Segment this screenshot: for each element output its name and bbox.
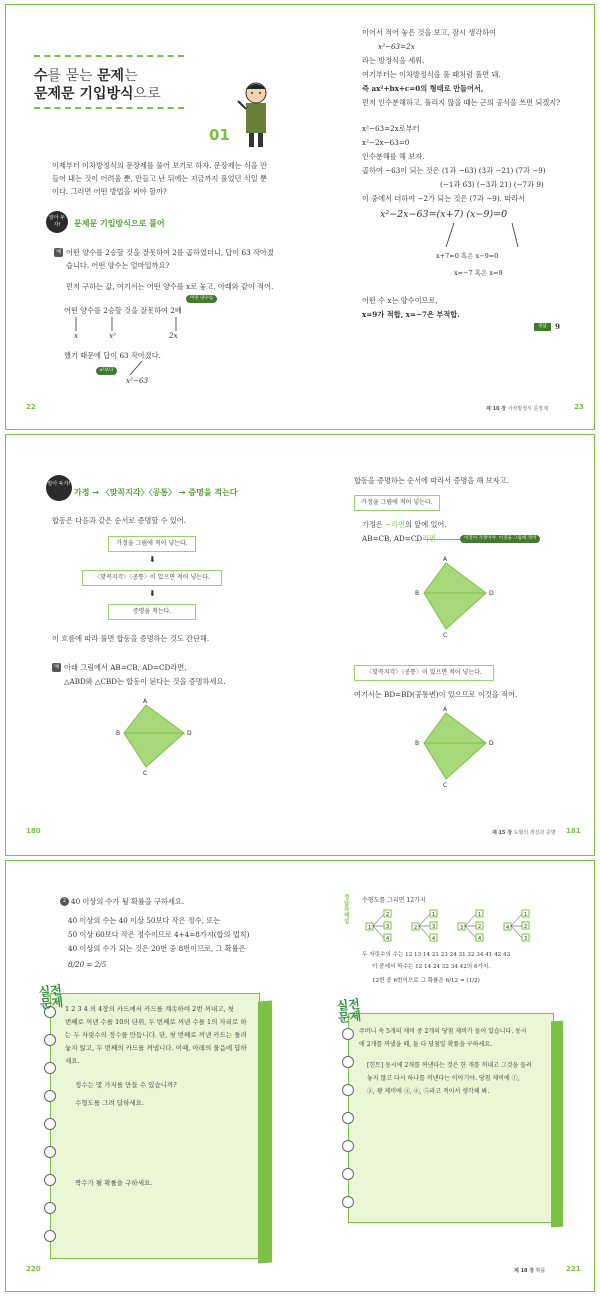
card-left-line-4: 놓지 않고, 두 번째의 카드를 꺼냅니다. 이때, 아래의 물음에 답하: [65, 1044, 247, 1052]
practice-card-left: [50, 993, 260, 1259]
page-number-left-2: 180: [26, 827, 41, 835]
probability-fraction: 8/20 = 2/5: [68, 960, 107, 969]
solution-1: 40 이상의 수는 40 이상 50보다 작은 정수, 또는: [68, 916, 221, 925]
ring-r-5: [342, 1140, 354, 1152]
ring-7: [44, 1174, 56, 1186]
right-text-5: 즉 ax²+bx+c=0의 형태로 만들어서,: [362, 84, 484, 93]
practice-stamp-right: 실전 문제: [336, 996, 362, 1026]
diagram-arrows: [64, 317, 214, 377]
tree-leaf-1-4: 4: [386, 936, 390, 942]
card-right-line-2: 에 2개를 꺼냈을 때, 둘 다 당첨일 확률을 구하세요.: [359, 1041, 493, 1048]
hint-line-2: 놓지 않고 다시 하나를 꺼낸다는 이야기야. 당첨 제비에 ①,: [367, 1075, 520, 1082]
equation-1: x²−63=2x: [378, 42, 415, 51]
step-box-1: 가정을 그림에 적어 넣는다.: [108, 536, 196, 552]
right-text-6: 먼저 인수분해하고, 풀리지 않을 때는 근의 공식을 쓰면 되겠지?: [362, 98, 560, 107]
question-mark-2: 2: [60, 897, 69, 906]
tree-leaf-4-1: 1: [524, 912, 528, 918]
tree-leaf-3-1: 1: [478, 912, 482, 918]
ring-r-7: [342, 1196, 354, 1208]
intro-line-3: 이다. 그러면 어떤 방법을 써야 할까?: [52, 187, 167, 196]
chapter-footer: 제 10 장 이차방정식 문장제: [486, 406, 548, 412]
right-text-4: 여기부터는 이차방정식을 풀 때처럼 풀면 돼.: [362, 70, 501, 79]
teacher-illustration: [234, 79, 276, 149]
title-dashes-top: [34, 55, 184, 57]
example-mark: 예: [54, 248, 63, 257]
ring-2: [44, 1034, 56, 1046]
vertex-d: D: [187, 730, 192, 737]
ring-8: [44, 1202, 56, 1214]
answer-label: 정답: [534, 323, 551, 331]
right-intro-2: 합동을 증명하는 순서에 따라서 증명을 해 보자고.: [354, 476, 509, 485]
kite-diagram-left: [114, 697, 196, 777]
tree-leaf-1-2: 2: [386, 912, 390, 918]
tree-leaf-2-3: 3: [432, 924, 436, 930]
ring-3: [44, 1062, 56, 1074]
assumption-pill: 이것이 가정이야. 이것을 그림에 적어: [460, 535, 540, 543]
example-mark-2: 예: [52, 663, 61, 672]
hint-line-1: [힌트] 동시에 2개를 꺼낸다는 것은 한 개를 꺼내고 그것을 돌려: [367, 1062, 532, 1069]
common-side-note: 여기서는 BD=BD(공통변)이 있으므로 이것을 적어.: [354, 690, 518, 699]
sub-question-2: 짝수가 될 확률을 구하세요.: [75, 1179, 153, 1187]
step-arrow-1: ⬇: [149, 555, 156, 564]
card-left-line-1: 1 2 3 4 의 4장의 카드에서 카드를 계속하여 2번 꺼내고, 첫: [65, 1005, 234, 1013]
vertex-a-2: A: [443, 556, 448, 563]
solve-3: 인수분해를 해 보자.: [362, 152, 425, 161]
question-2: 40 이상의 수가 될 확률을 구하세요.: [71, 897, 185, 906]
hint-line-3: ②, 꽝 제비에 ③, ④, ⑤라고 적어서 생각해 봐.: [367, 1088, 490, 1095]
step-box-2: 〈맞꼭지각〉〈공통〉이 있으면 적어 넣는다.: [82, 570, 222, 586]
annotation-pill-x: 어떤 양수를: [186, 295, 217, 303]
solve-2: x²−2x−63=0: [362, 138, 410, 147]
tree-root-4: 4: [506, 925, 510, 931]
vertex-b: B: [116, 730, 121, 737]
vertex-a-3: A: [443, 706, 448, 713]
tree-root-1: 1: [368, 925, 372, 931]
card-left-line-5: 세요.: [65, 1057, 80, 1065]
roots-row-1: x+7=0 혹은 x−9=0: [436, 252, 499, 260]
vertex-c-2: C: [443, 632, 448, 639]
factored-equation: x²−2x−63=(x+7) (x−9)=0: [380, 209, 508, 220]
setup-text: 먼저 구하는 값, 여기서는 어떤 양수를 x로 놓고, 아래와 같이 적어.: [66, 282, 274, 291]
vertex-d-2: D: [489, 590, 494, 597]
solve-6: 이 중에서 더하여 −2가 되는 것은 (7과 −9). 따라서: [362, 194, 526, 203]
intro-line-2: 들어 내는 것이 어려울 뿐, 만들고 난 뒤에는 지금까지 풀었던 식일 뿐: [52, 174, 267, 183]
example-line-1: 어떤 양수를 2승할 것을 잘못하여 2를 곱하였더니, 답이 63 작아졌: [66, 248, 274, 257]
tree-leaf-4-3: 3: [524, 936, 528, 942]
page-number-left-3: 220: [26, 1265, 41, 1273]
tip-badge-2: 알아 두자!: [46, 475, 72, 501]
ring-6: [44, 1146, 56, 1158]
example-2-line-1: 아래 그림에서 AB=CB, AD=CD라면,: [64, 663, 187, 672]
diagram-2x: 2x: [169, 331, 178, 340]
pill-connector: [424, 539, 460, 540]
right-text-1: 이어서 적어 놓은 것을 보고, 잠시 생각하여: [362, 28, 497, 37]
intro-line-1: 이제부터 이차방정식의 문장제를 풀어 보기로 하자. 문장제는 식을 만: [52, 161, 267, 170]
chapter-footer-3: 제 18 장 확률: [514, 1268, 546, 1274]
diagram-line-1: 어떤 양수를 2승할 것을 잘못하여 2배: [64, 306, 182, 315]
sub-question-1-hint: 수형도를 그려 답하세요.: [75, 1099, 144, 1107]
ring-r-3: [342, 1084, 354, 1096]
answer-vertical-label: 정답과 해설: [344, 895, 350, 925]
answer-1: 수형도를 그리면 12가지: [362, 897, 426, 904]
tree-root-3: 3: [460, 925, 464, 931]
roots-row-2: x=−7 혹은 x=9: [454, 269, 503, 277]
solve-1: x²−63=2x로부터: [362, 124, 420, 133]
tree-diagram: [364, 909, 554, 947]
answer-value: 9: [555, 322, 561, 331]
page-spread-180-181: [5, 434, 595, 856]
step-arrow-2: ⬇: [149, 589, 156, 598]
solve-5: (−1과 63) (−3과 21) (−7과 9): [440, 180, 544, 189]
tree-root-2: 2: [414, 925, 418, 931]
tree-leaf-2-1: 1: [432, 912, 436, 918]
ring-r-4: [342, 1112, 354, 1124]
page-number-right-3: 221: [566, 1265, 581, 1273]
title-dashes-bottom: [34, 107, 184, 109]
solution-3: 40 이상의 수가 되는 것은 20번 중 8번이므로, 그 확률은: [68, 944, 246, 953]
page-spread-220-221: [5, 860, 595, 1292]
tip-badge: 알아 두자!: [46, 211, 68, 233]
page-number-right: 23: [574, 403, 584, 411]
card-right-line-1: 주머니 속 5개의 제비 중 2개의 당첨 제비가 들어 있습니다. 동시: [359, 1028, 527, 1035]
kite-diagram-right-2: [412, 705, 498, 789]
ring-4: [44, 1090, 56, 1102]
flow-note: 이 흐름에 따라 풀면 합동을 증명하는 것도 간단해.: [52, 634, 210, 643]
practice-stamp-left: 실전 문제: [38, 982, 64, 1012]
card-left-line-2: 번째로 꺼낸 수를 10의 단위, 두 번째로 꺼낸 수를 1의 자리로 하: [65, 1018, 247, 1026]
page-spread-22-23: [5, 4, 595, 430]
right-step-box-2: 〈맞꼭지각〉〈공통〉이 있으면 적어 넣는다.: [354, 665, 494, 681]
tree-leaf-3-2: 2: [478, 924, 482, 930]
root-arrows: [426, 223, 536, 249]
right-step-box-1: 가정을 그림에 적어 넣는다.: [354, 495, 440, 511]
tree-leaf-4-2: 2: [524, 924, 528, 930]
example-line-2: 습니다. 어떤 양수는 얼마일까요?: [66, 261, 170, 270]
vertex-c: C: [143, 770, 148, 777]
solution-2: 50 이상 60보다 작은 정수이므로 4+4=8가지(합의 법칙): [68, 930, 250, 939]
ring-r-1: [342, 1028, 354, 1040]
ring-5: [44, 1118, 56, 1130]
chapter-title: 수를 묻는 문제는 문제문 기입방식으로: [34, 68, 161, 102]
conclusion-2: x=9가 적합, x=−7은 부적합.: [362, 310, 460, 319]
tree-leaf-2-4: 4: [432, 936, 436, 942]
ring-r-2: [342, 1056, 354, 1068]
card-left-shadow: [258, 1001, 272, 1264]
vertex-c-3: C: [443, 782, 448, 789]
section-number: 01: [209, 126, 230, 144]
vertex-b-3: B: [415, 740, 420, 747]
sub-question-1: 정수는 몇 가지를 만들 수 있습니까?: [75, 1081, 177, 1089]
assume-line: 가정은 ~라면의 앞에 있어.: [362, 520, 447, 529]
page-number-left: 22: [26, 403, 36, 411]
answer-2-b: 이 중에서 짝수는 12 14 24 32 34 42의 6가지.: [372, 964, 491, 970]
vertex-b-2: B: [415, 590, 420, 597]
tree-leaf-3-4: 4: [478, 936, 482, 942]
answer-2-c: 12번 중 6번이므로 그 확률은 6/12 = (1/2): [372, 978, 480, 984]
chapter-footer-2: 제 15 장 도형의 개선과 증명: [492, 830, 556, 836]
ring-r-6: [342, 1168, 354, 1180]
ring-9: [44, 1230, 56, 1242]
diagram-line-3: 했기 때문에 답이 63 작아졌다.: [64, 351, 161, 360]
assume-equation: AB=CB, AD=CD라면: [362, 534, 436, 543]
right-text-3: 라는 방정식을 세워.: [362, 56, 425, 65]
diagram-result: x²−63: [126, 376, 149, 385]
practice-card-right: [348, 1013, 554, 1223]
card-right-shadow: [551, 1021, 563, 1228]
page-number-right-2: 181: [566, 827, 581, 835]
kite-diagram-right-1: [412, 555, 498, 639]
diagram-x-squared: x²: [109, 331, 116, 340]
step-box-3: 증명을 적는다.: [108, 604, 196, 620]
diagram-x: x: [74, 331, 79, 340]
vertex-d-3: D: [489, 740, 494, 747]
method-heading: 문제문 기입방식으로 풀어: [74, 219, 165, 228]
tree-leaf-1-3: 3: [386, 924, 390, 930]
proof-intro: 합동은 다음과 같은 순서로 증명할 수 있어.: [52, 516, 187, 525]
example-2-line-2: △ABD와 △CBD는 합동이 된다는 것을 증명하세요.: [64, 677, 226, 686]
proof-heading: 가정 → 〈맞꼭지각〉〈공통〉 → 증명을 적는다: [74, 488, 238, 497]
annotation-pill-minus: x²보다: [96, 367, 117, 375]
card-left-line-3: 는 두 자릿수의 정수를 만듭니다. 단, 첫 번째로 꺼낸 카드는 돌려: [65, 1031, 247, 1039]
answer-2-a: 두 자릿수의 수는 12 13 14 21 23 24 31 32 34 41 42 43: [362, 952, 511, 958]
conclusion-1: 어떤 수 x는 양수이므로,: [362, 296, 438, 305]
solve-4: 곱하여 −63이 되는 것은 (1과 −63) (3과 −21) (7과 −9): [362, 166, 546, 175]
vertex-a: A: [143, 698, 148, 705]
